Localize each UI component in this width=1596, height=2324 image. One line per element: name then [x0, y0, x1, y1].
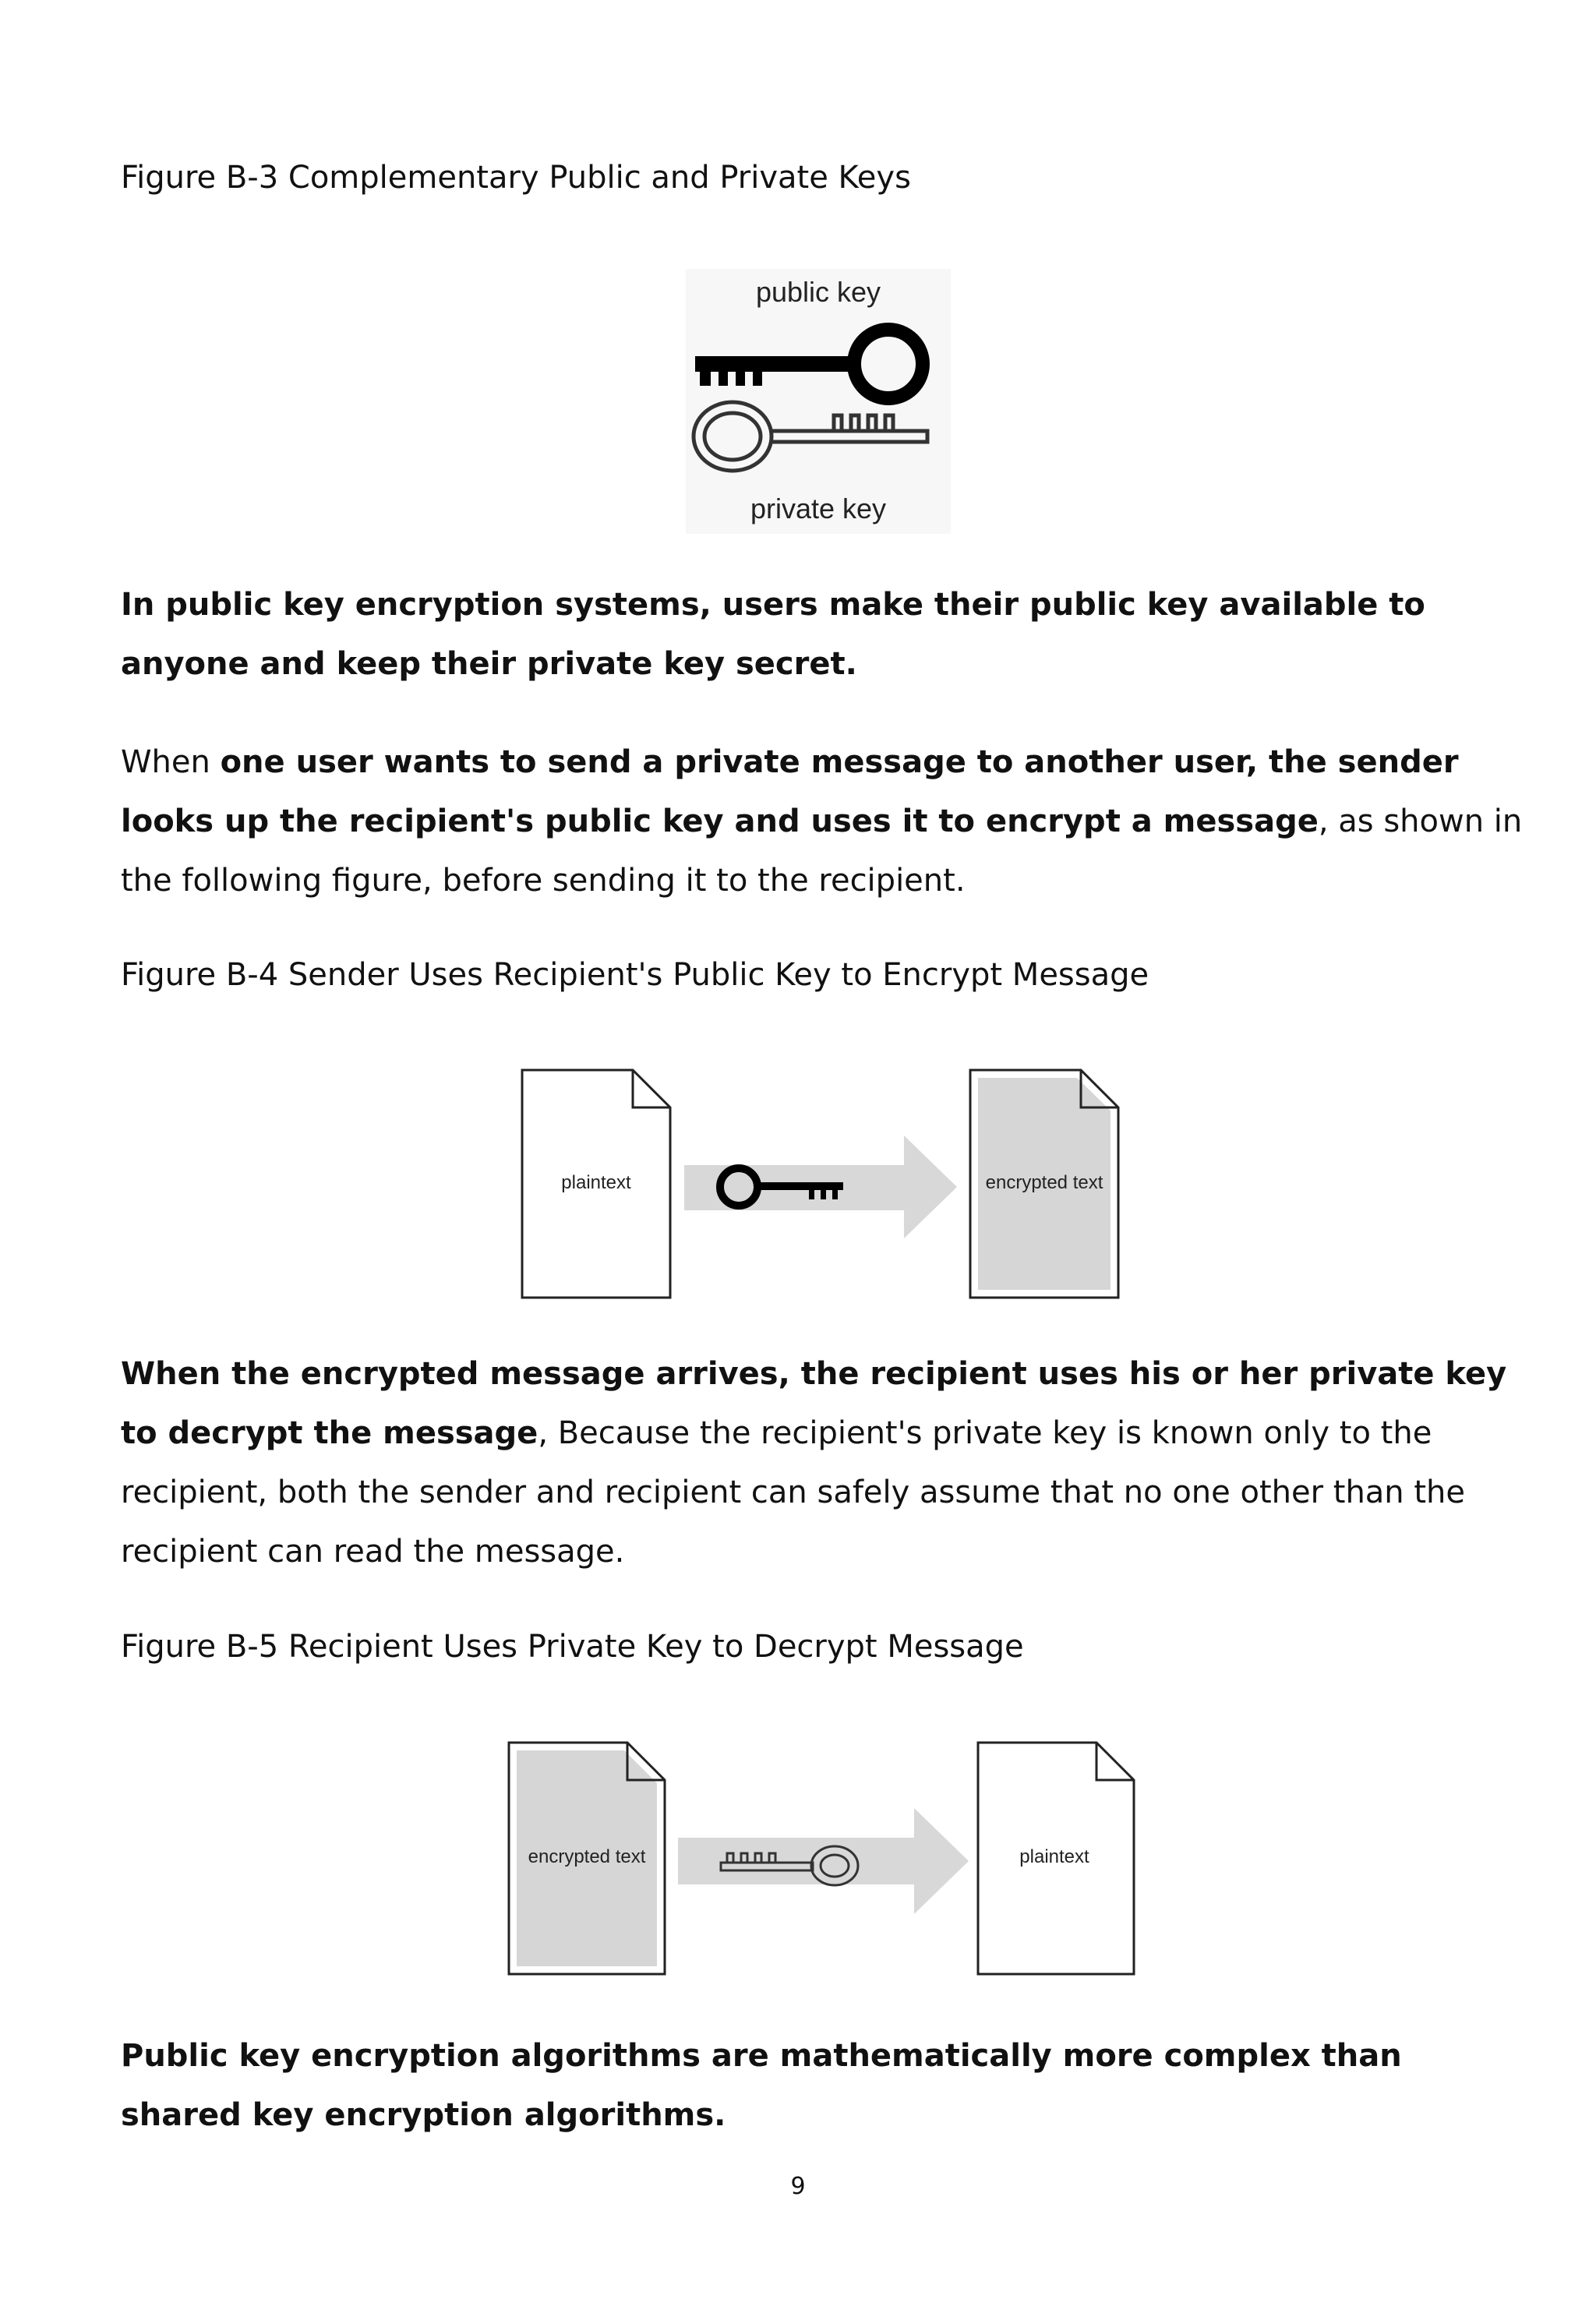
paragraph-sender-encrypts-rest: , as shown in the following figure, before sending it to the recipient. — [121, 804, 1523, 899]
paragraph-algorithm-complexity-bold: Public key encryption algorithms are mathematically more complex than shared key encryption algorithms. — [121, 2038, 1402, 2133]
paragraph-recipient-decrypts-bold: When the encrypted message arrives, the recipient uses his or her private key to decrypt the message — [121, 1356, 1507, 1451]
paragraph-recipient-decrypts — [121, 1344, 1524, 1581]
page-number: 9 — [790, 2173, 806, 2200]
paragraph-sender-encrypts-bold: one user wants to send a private message to another user, the sender looks up the recipient's public key and uses it to encrypt a message — [121, 744, 1459, 839]
paragraph-recipient-decrypts-rest: , Because the recipient's private key is known only to the recipient, both the sender and recipient can safely assume that no one other than the recipient can read the message. — [121, 1415, 1466, 1570]
encrypted-document-label: encrypted text — [528, 1846, 646, 1867]
figure-b4-caption: Figure B-4 Sender Uses Recipient's Public Key to Encrypt Message — [121, 957, 1149, 993]
figure-b3-keys — [686, 269, 951, 534]
figure-b5-decrypt-diagram — [503, 1736, 1142, 1982]
plaintext-document-label: plaintext — [561, 1172, 631, 1193]
figure-b4-encrypt-diagram — [514, 1064, 1130, 1305]
figure-b5-caption: Figure B-5 Recipient Uses Private Key to Decrypt Message — [121, 1629, 1024, 1665]
paragraph-public-key-systems-bold: In public key encryption systems, users make their public key available to anyone and keep their private key secret. — [121, 587, 1425, 682]
paragraph-public-key-systems — [121, 575, 1524, 694]
paragraph-sender-encrypts-lead: When — [121, 744, 221, 780]
paragraph-algorithm-complexity — [121, 2026, 1524, 2145]
arrow-icon — [678, 1808, 969, 1914]
encrypted-document-label: encrypted text — [985, 1172, 1103, 1193]
paragraph-sender-encrypts — [121, 733, 1524, 910]
public-key-label: public key — [755, 276, 881, 308]
figure-b3-caption: Figure B-3 Complementary Public and Private Keys — [121, 160, 911, 196]
private-key-label: private key — [750, 493, 887, 524]
plaintext-document-label: plaintext — [1019, 1846, 1089, 1867]
